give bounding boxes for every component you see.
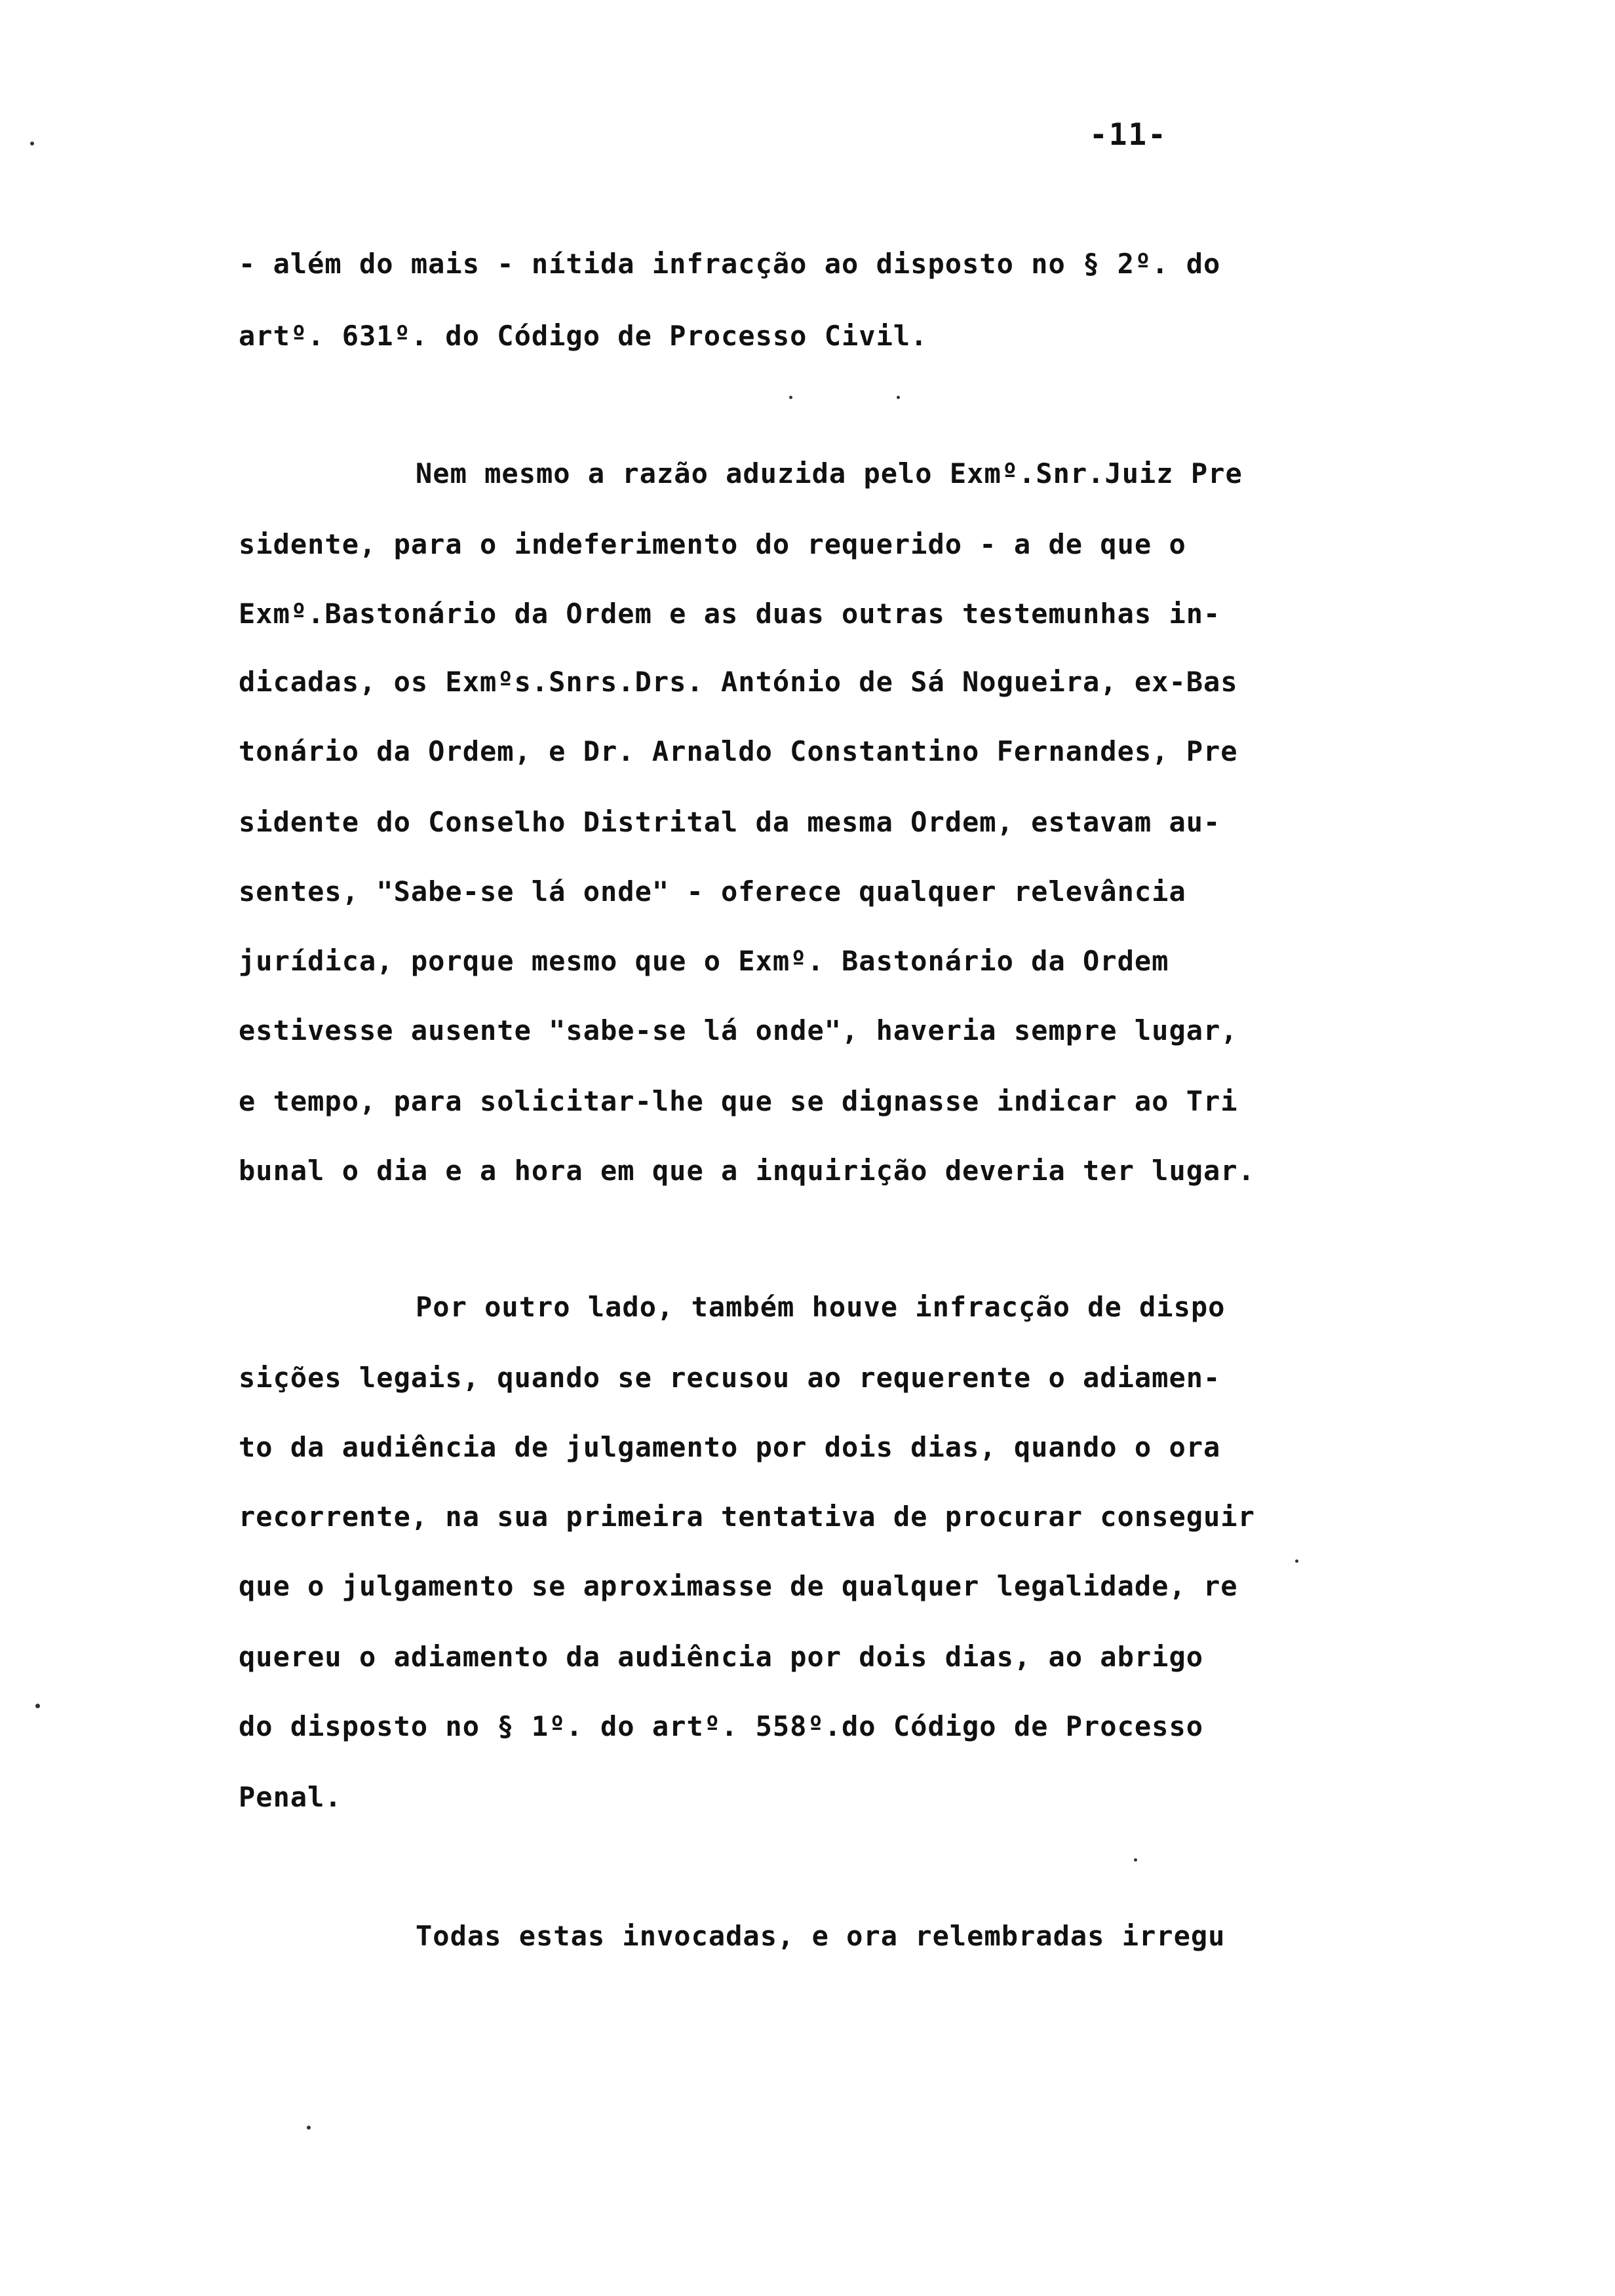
paragraph-2-line-11: bunal o dia e a hora em que a inquirição deveria ter lugar.	[239, 1155, 1255, 1187]
scan-speck	[30, 142, 34, 145]
scan-speck	[1295, 1559, 1298, 1563]
paragraph-2-line-9: estivesse ausente "sabe-se lá onde", haveria sempre lugar,	[239, 1014, 1238, 1046]
paragraph-2-line-10: e tempo, para solicitar-lhe que se dignasse indicar ao Tri	[239, 1085, 1238, 1117]
page-number: -11-	[1089, 117, 1167, 152]
paragraph-1-line-2: artº. 631º. do Código de Processo Civil.	[239, 320, 928, 352]
paragraph-3-line-8: Penal.	[239, 1781, 342, 1813]
paragraph-3-line-7: do disposto no § 1º. do artº. 558º.do Código de Processo	[239, 1710, 1204, 1742]
paragraph-3-line-4: recorrente, na sua primeira tentativa de procurar conseguir	[239, 1501, 1255, 1533]
paragraph-2-line-2: sidente, para o indeferimento do requerido - a de que o	[239, 528, 1186, 560]
scan-speck	[1134, 1858, 1137, 1862]
paragraph-2-line-5: tonário da Ordem, e Dr. Arnaldo Constantino Fernandes, Pre	[239, 735, 1238, 767]
paragraph-3-line-1: Por outro lado, também houve infracção de dispo	[416, 1291, 1226, 1323]
scan-speck	[897, 396, 900, 399]
paragraph-2-line-1: Nem mesmo a razão aduzida pelo Exmº.Snr.Juiz Pre	[416, 457, 1243, 489]
paragraph-3-line-2: sições legais, quando se recusou ao requerente o adiamen-	[239, 1362, 1221, 1394]
scan-speck	[307, 2126, 311, 2130]
paragraph-3-line-6: quereu o adiamento da audiência por dois dias, ao abrigo	[239, 1641, 1204, 1673]
paragraph-1-line-1: - além do mais - nítida infracção ao disposto no § 2º. do	[239, 248, 1221, 280]
scan-speck	[35, 1704, 40, 1708]
paragraph-2-line-6: sidente do Conselho Distrital da mesma Ordem, estavam au-	[239, 806, 1221, 838]
scan-speck	[789, 396, 792, 399]
paragraph-4-line-1: Todas estas invocadas, e ora relembradas irregu	[416, 1920, 1226, 1952]
paragraph-2-line-8: jurídica, porque mesmo que o Exmº. Bastonário da Ordem	[239, 945, 1169, 977]
paragraph-2-line-7: sentes, "Sabe-se lá onde" - oferece qualquer relevância	[239, 875, 1186, 908]
paragraph-2-line-3: Exmº.Bastonário da Ordem e as duas outras testemunhas in-	[239, 598, 1221, 630]
paragraph-3-line-5: que o julgamento se aproximasse de qualquer legalidade, re	[239, 1570, 1238, 1602]
paragraph-2-line-4: dicadas, os Exmºs.Snrs.Drs. António de Sá Nogueira, ex-Bas	[239, 666, 1238, 698]
paragraph-3-line-3: to da audiência de julgamento por dois dias, quando o ora	[239, 1431, 1221, 1463]
